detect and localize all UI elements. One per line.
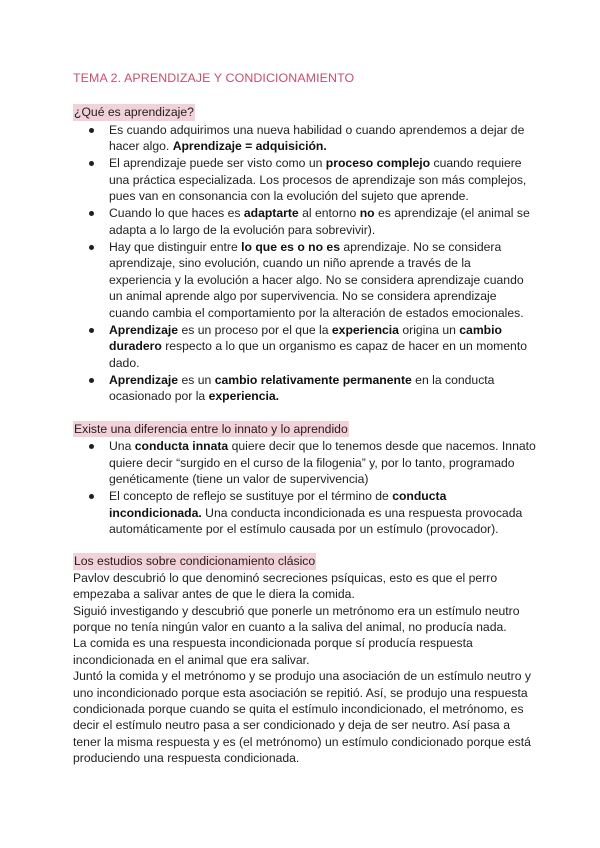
bullet-item xyxy=(109,239,540,321)
paragraph: La comida es una respuesta incondicionada porque sí producía respuesta incondicionada en el animal que era salivar. xyxy=(73,636,473,667)
bold-text: no xyxy=(359,206,375,221)
bold-text: Aprendizaje = adquisición. xyxy=(172,139,327,154)
paragraph: Pavlov descubrió lo que denominó secreciones psíquicas, esto es que el perro empezaba a salivar antes de que le diera la comida. xyxy=(73,570,498,602)
paragraph: Siguió investigando y descubrió que ponerle un metrónomo era un estímulo neutro porque no tenía ningún valor en cuanto a la saliva del animal, no producía nada. xyxy=(73,603,520,634)
text-run: es aprendizaje (el animal se adapta a lo largo de la evolución para sobrevivir). xyxy=(109,206,530,237)
text-run: Es cuando adquirimos una nueva habilidad o cuando aprendemos a dejar de hacer algo. xyxy=(109,122,525,154)
bold-text: conducta innata xyxy=(134,439,229,454)
text-run: Una xyxy=(109,439,135,454)
bullet-list xyxy=(73,122,540,405)
bold-text: cambio duradero xyxy=(109,322,502,354)
bullet-item xyxy=(109,372,540,405)
bold-text: Aprendizaje xyxy=(109,322,179,337)
paragraph: Juntó la comida y el metrónomo y se produjo una asociación de un estímulo neutro y uno incondicionado porque esta asociación se repitió. Así, se produjo una respuesta condicionada porque cuando se quita el estímulo incondicionado, el metrónomo, es decir el estímulo neutro pasa a ser condicionado y deja de ser neutro. Así pasa a tener la misma respuesta y es (el metrónomo) un estímulo condicionado porque está produciendo una respuesta condicionada. xyxy=(73,669,531,766)
bullet-item xyxy=(109,438,540,487)
text-run: cuando requiere una práctica especializada. Los procesos de aprendizaje son más complejos, pues van en consonancia con la evolución del sujeto que aprende. xyxy=(109,156,527,204)
text-run: es un proceso por el que la xyxy=(178,322,332,337)
bold-text: experiencia. xyxy=(208,389,280,404)
bullet-item xyxy=(109,322,540,371)
bullet-list xyxy=(73,438,540,537)
text-run: Hay que distinguir entre xyxy=(109,240,242,255)
bullet-item xyxy=(109,122,540,155)
text-run: El aprendizaje puede ser visto como un xyxy=(109,156,326,171)
section-innato-aprendido xyxy=(73,421,540,538)
bold-text: cambio relativamente permanente xyxy=(214,372,412,387)
text-run: origina un xyxy=(398,322,460,337)
document-title: TEMA 2. APRENDIZAJE Y CONDICIONAMIENTO xyxy=(73,71,355,85)
bullet-item xyxy=(109,155,540,204)
section-heading: Existe una diferencia entre lo innato y lo aprendido xyxy=(74,421,348,436)
text-run: Una conducta incondicionada es una respuesta provocada automáticamente por el estímulo causada por un estímulo (provocador). xyxy=(109,505,523,536)
section-que-es-aprendizaje xyxy=(73,104,540,404)
text-run: es un xyxy=(178,372,215,387)
bold-text: adaptarte xyxy=(243,206,299,221)
section-heading: ¿Qué es aprendizaje? xyxy=(74,105,194,120)
bold-text: conducta incondicionada. xyxy=(109,489,447,520)
bold-text: Aprendizaje xyxy=(109,372,179,387)
text-run: quiere decir que lo tenemos desde que nacemos. Innato quiere decir “surgido en el curso de la filogenia” y, por lo tanto, programado genéticamente (tiene un valor de supervivencia) xyxy=(109,439,536,486)
text-run: respecto a lo que un organismo es capaz de hacer en un momento dado. xyxy=(109,339,528,370)
paragraph-block xyxy=(73,570,540,767)
bullet-item xyxy=(109,205,540,238)
text-run: en la conducta ocasionado por la xyxy=(109,372,495,404)
section-condicionamiento-clasico xyxy=(73,553,540,766)
bold-text: lo que es o no es xyxy=(241,240,340,255)
text-run: aprendizaje. No se considera aprendizaje, sino evolución, cuando un niño aprende a través de la experiencia y la evolución a hacer algo. No se considera aprendizaje cuando un animal aprende algo por supervivencia. No se considera aprendizaje cuando cambia el comportamiento por la alteración de estados emocionales. xyxy=(109,240,524,320)
bold-text: experiencia xyxy=(331,322,399,337)
section-heading: Los estudios sobre condicionamiento clásico xyxy=(74,554,316,569)
text-run: Cuando lo que haces es xyxy=(109,206,244,221)
bold-text: proceso complejo xyxy=(325,156,431,171)
text-run: al entorno xyxy=(298,206,360,221)
bullet-item xyxy=(109,488,540,537)
text-run: El concepto de reflejo se sustituye por el término de xyxy=(109,489,393,504)
